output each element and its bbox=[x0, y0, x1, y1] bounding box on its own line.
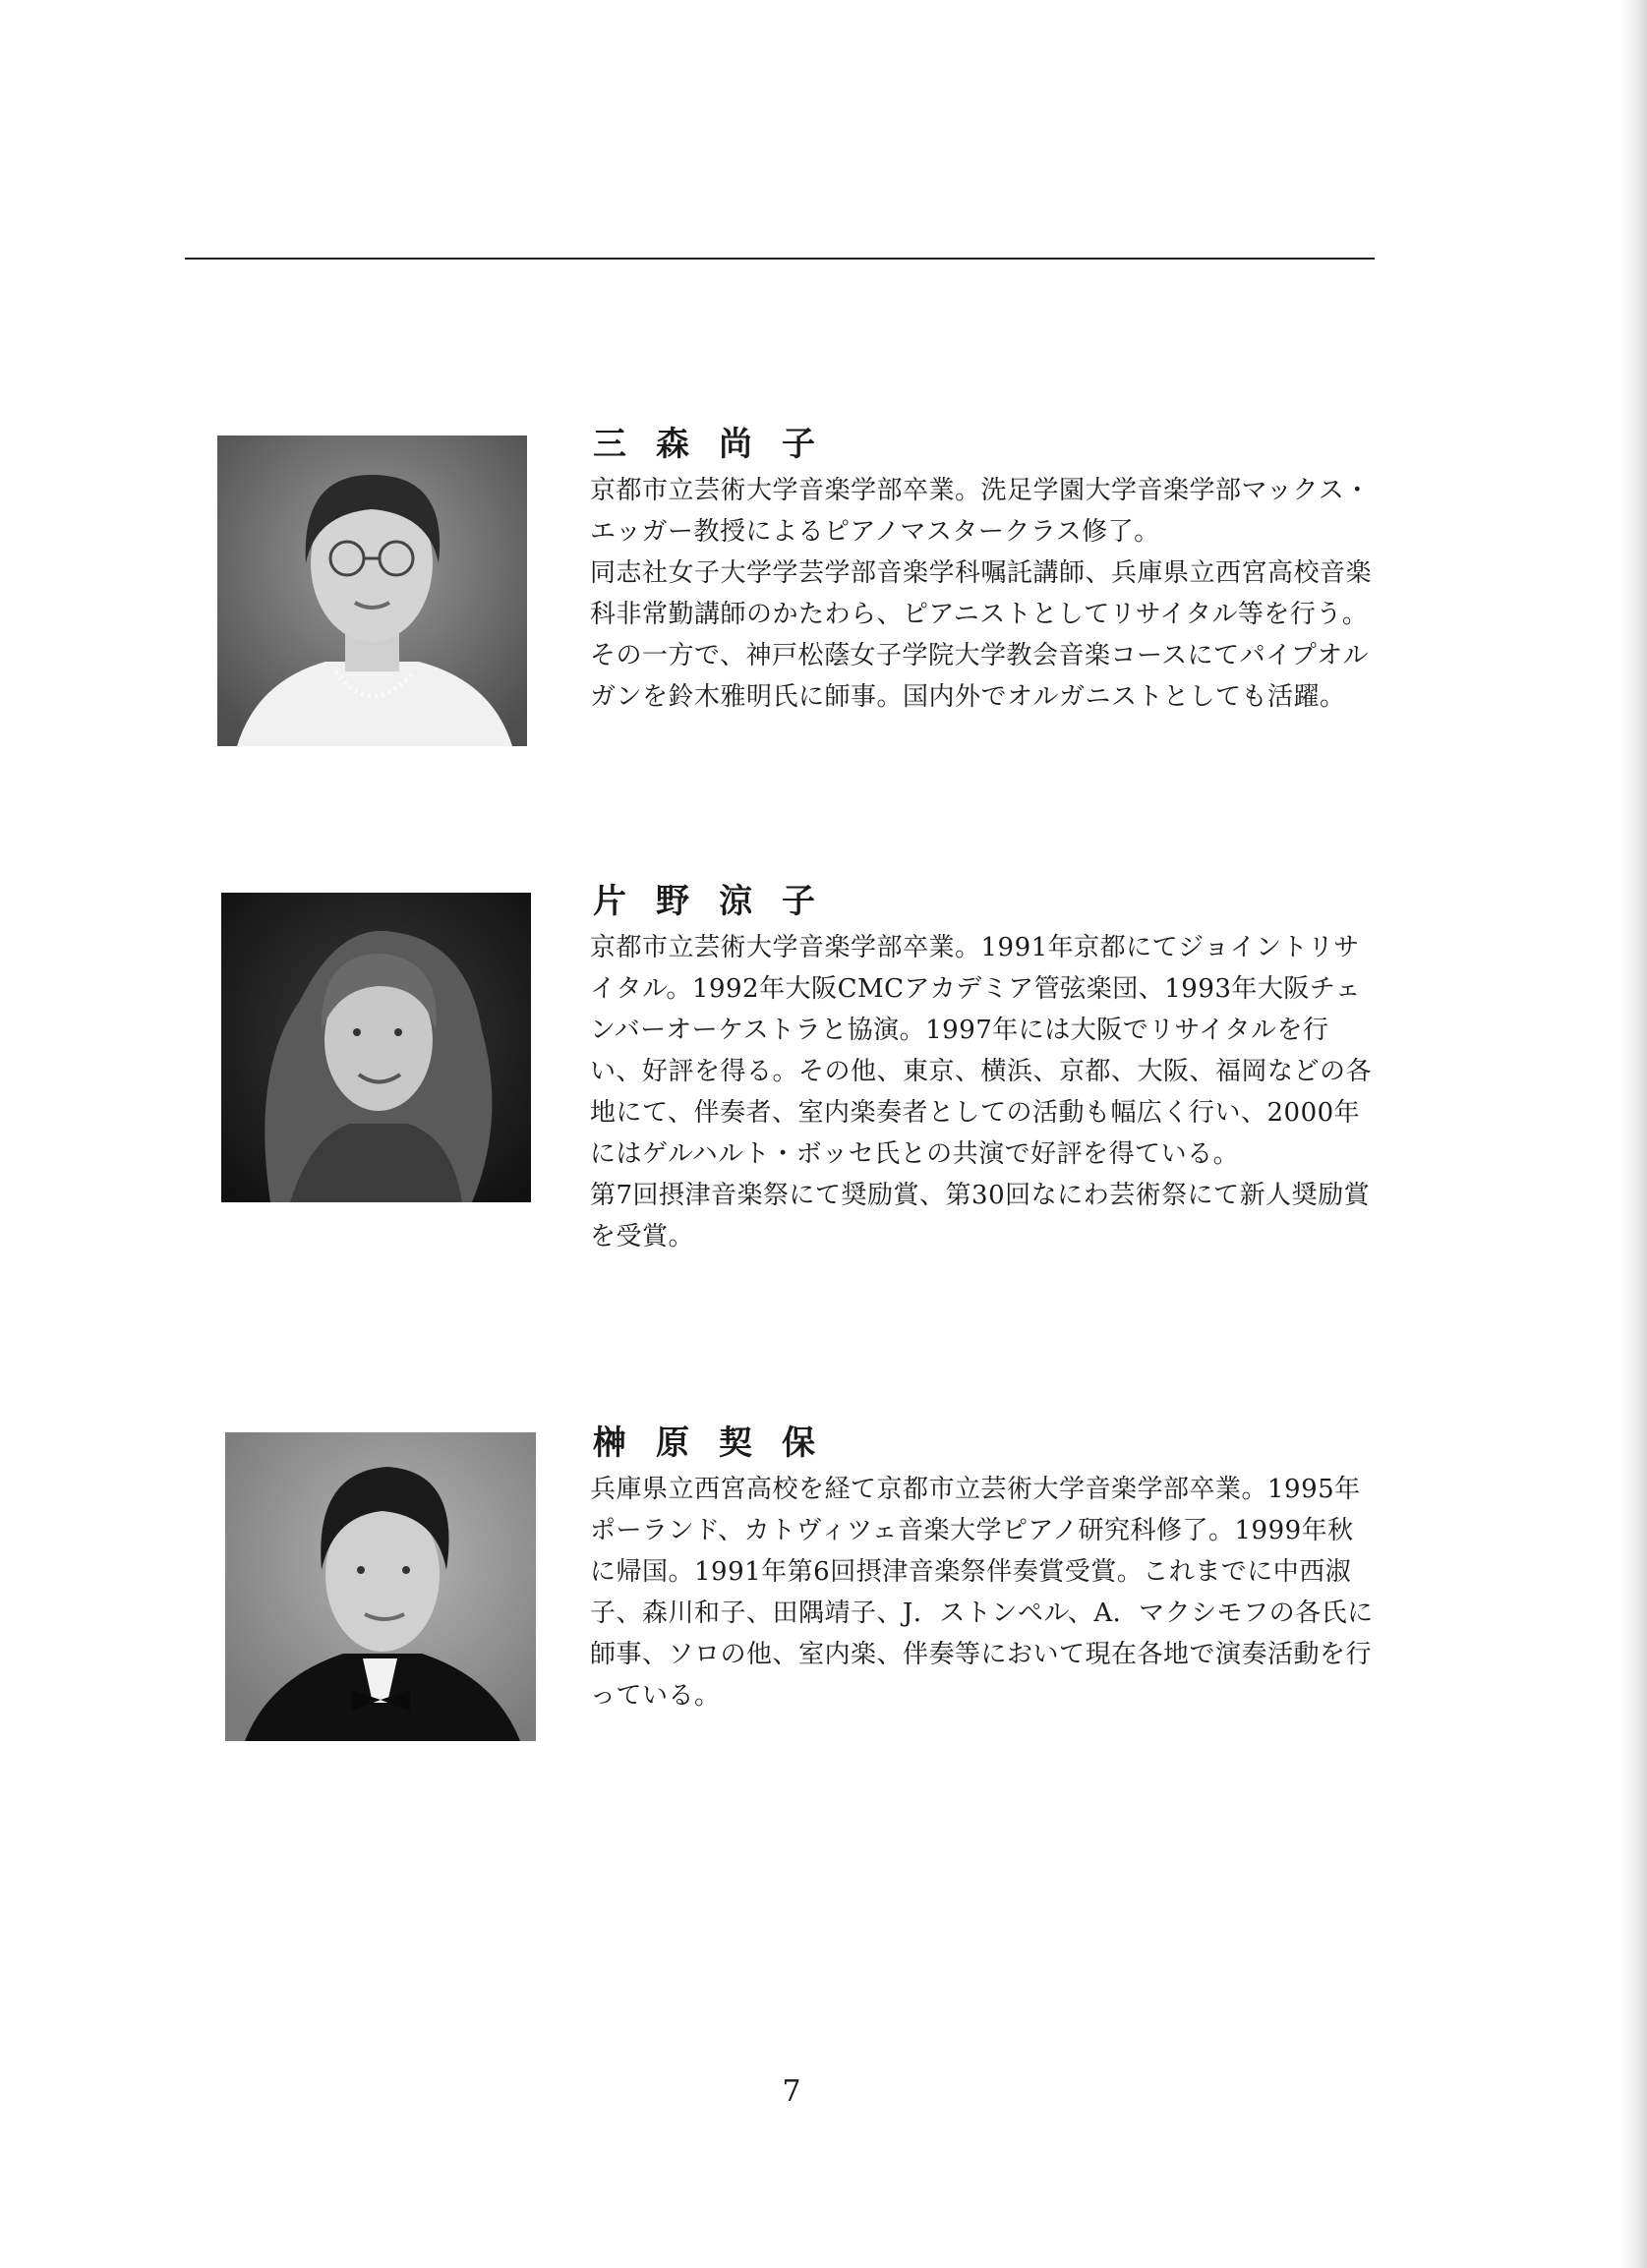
portrait-image bbox=[217, 436, 527, 746]
profile-name: 榊原契保 bbox=[593, 1424, 845, 1463]
profile-name: 片野涼子 bbox=[593, 882, 845, 921]
profile-bio bbox=[590, 470, 1377, 718]
profile-bio bbox=[590, 1469, 1377, 1716]
portrait-image bbox=[225, 1432, 536, 1741]
bio-paragraph: 京都市立芸術大学音楽学部卒業。洗足学園大学音楽学部マックス・エッガー教授によるピアノマスタークラス修了。 bbox=[590, 476, 1371, 547]
profile-name: 三森尚子 bbox=[593, 425, 845, 464]
bio-paragraph: 兵庫県立西宮高校を経て京都市立芸術大学音楽学部卒業。1995年ポーランド、カトヴィツェ音楽大学ピアノ研究科修了。1999年秋に帰国。1991年第6回摂津音楽祭伴奏賞受賞。これまでに中西淑子、森川和子、田隅靖子、J．ストンペル、A．マクシモフの各氏に師事、ソロの他、室内楽、伴奏等において現在各地で演奏活動を行っている。 bbox=[590, 1475, 1374, 1711]
bio-paragraph: 京都市立芸術大学音楽学部卒業。1991年京都にてジョイントリサイタル。1992年大阪CMCアカデミア管弦楽団、1993年大阪チェンバーオーケストラと協演。1997年には大阪でリサイタルを行い、好評を得る。その他、東京、横浜、京都、大阪、福岡などの各地にて、伴奏者、室内楽奏者としての活動も幅広く行い、2000年にはゲルハルト・ボッセ氏との共演で好評を得ている。 bbox=[590, 933, 1373, 1169]
portrait-photo-sakakibara bbox=[225, 1432, 536, 1741]
portrait-photo-katano bbox=[221, 893, 531, 1202]
bio-paragraph: 第7回摂津音楽祭にて奨励賞、第30回なにわ芸術祭にて新人奨励賞を受賞。 bbox=[590, 1181, 1371, 1251]
page-number: 7 bbox=[782, 2074, 801, 2109]
portrait-image bbox=[221, 893, 531, 1202]
profile-bio bbox=[590, 927, 1377, 1257]
header-rule bbox=[185, 258, 1375, 260]
page-edge-shadow bbox=[1619, 0, 1647, 2268]
bio-paragraph: 同志社女子大学学芸学部音楽学科嘱託講師、兵庫県立西宮高校音楽科非常勤講師のかたわら、ピアニストとしてリサイタル等を行う。その一方で、神戸松蔭女子学院大学教会音楽コースにてパイプオルガンを鈴木雅明氏に師事。国内外でオルガニストとしても活躍。 bbox=[590, 558, 1373, 712]
portrait-photo-mimori bbox=[217, 436, 527, 746]
